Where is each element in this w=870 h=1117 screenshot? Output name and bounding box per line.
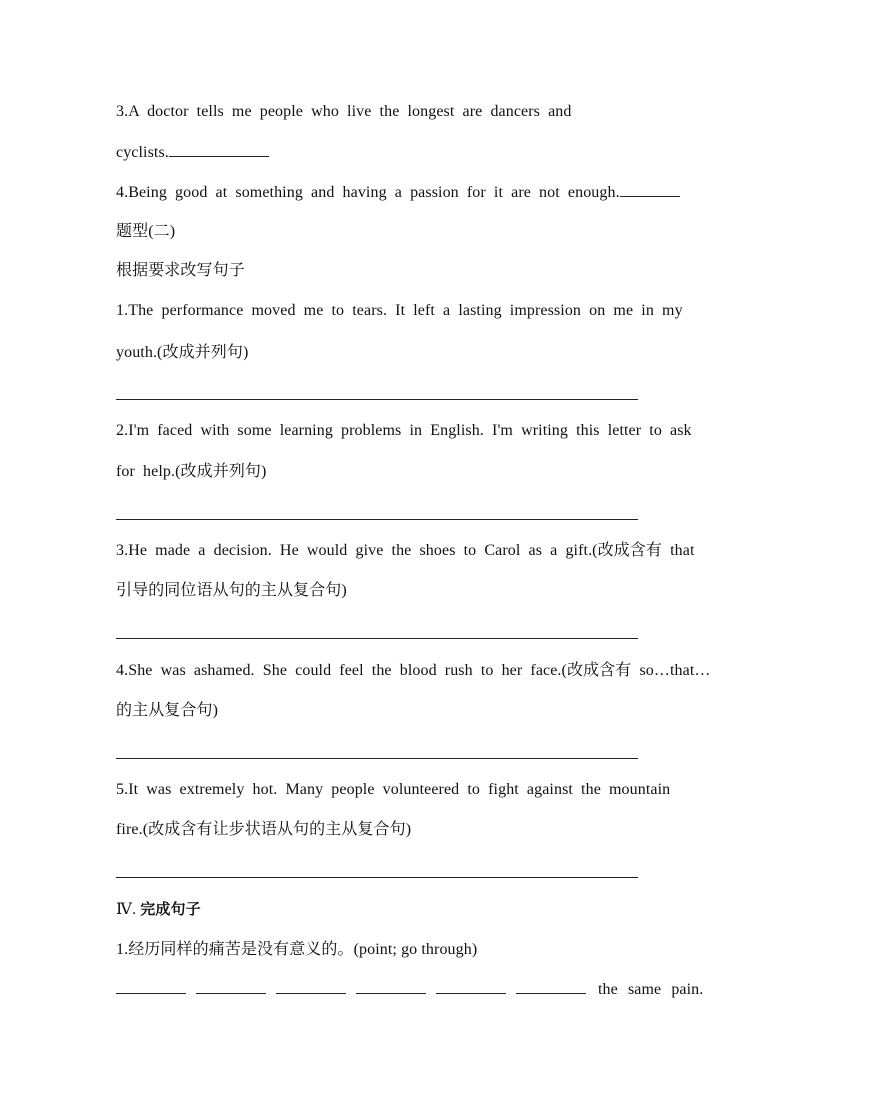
rewrite-question-1-line-1: 1.The performance moved me to tears. It left a lasting impression on me in my	[116, 302, 683, 319]
answer-line[interactable]	[116, 877, 638, 878]
complete-question-1-answer	[116, 979, 703, 1000]
rewrite-question-4-line-2: 的主从复合句)	[116, 702, 219, 719]
rewrite-question-2-line-1: 2.I'm faced with some learning problems in English. I'm writing this letter to ask	[116, 422, 692, 439]
question-3-line-1: 3.A doctor tells me people who live the longest are dancers and	[116, 103, 572, 120]
question-4	[116, 182, 680, 203]
rewrite-question-5-line-2: fire.(改成含有让步状语从句的主从复合句)	[116, 821, 412, 838]
rewrite-question-1-line-2: youth.(改成并列句)	[116, 344, 249, 361]
answer-line[interactable]	[116, 399, 638, 400]
answer-blank[interactable]	[436, 979, 506, 994]
rewrite-question-3-line-2: 引导的同位语从句的主从复合句)	[116, 582, 347, 599]
answer-blank[interactable]	[356, 979, 426, 994]
sentence-tail: the same pain.	[598, 981, 704, 998]
answer-line[interactable]	[116, 519, 638, 520]
section-title: 完成句子	[140, 900, 201, 918]
question-3-line-2	[116, 142, 269, 163]
answer-blank[interactable]	[276, 979, 346, 994]
answer-blank[interactable]	[516, 979, 586, 994]
rewrite-question-4-line-1: 4.She was ashamed. She could feel the blood rush to her face.(改成含有 so…that…	[116, 662, 711, 679]
rewrite-question-2-line-2: for help.(改成并列句)	[116, 463, 267, 480]
rewrite-question-5-line-1: 5.It was extremely hot. Many people volunteered to fight against the mountain	[116, 781, 671, 798]
answer-blank[interactable]	[116, 979, 186, 994]
question-4-text: 4.Being good at something and having a passion for it are not enough.	[116, 184, 620, 201]
answer-line[interactable]	[116, 638, 638, 639]
answer-blank[interactable]	[196, 979, 266, 994]
complete-question-1-prompt: 1.经历同样的痛苦是没有意义的。(point; go through)	[116, 941, 478, 958]
section-4-heading	[116, 899, 201, 920]
answer-line[interactable]	[116, 758, 638, 759]
section-instruction: 根据要求改写句子	[116, 262, 245, 279]
rewrite-question-3-line-1: 3.He made a decision. He would give the shoes to Carol as a gift.(改成含有 that	[116, 542, 695, 559]
section-heading: 题型(二)	[116, 223, 176, 240]
answer-blank[interactable]	[169, 142, 269, 157]
section-numeral: Ⅳ.	[116, 901, 137, 918]
answer-blank[interactable]	[620, 182, 680, 197]
question-3-text: cyclists.	[116, 144, 169, 161]
